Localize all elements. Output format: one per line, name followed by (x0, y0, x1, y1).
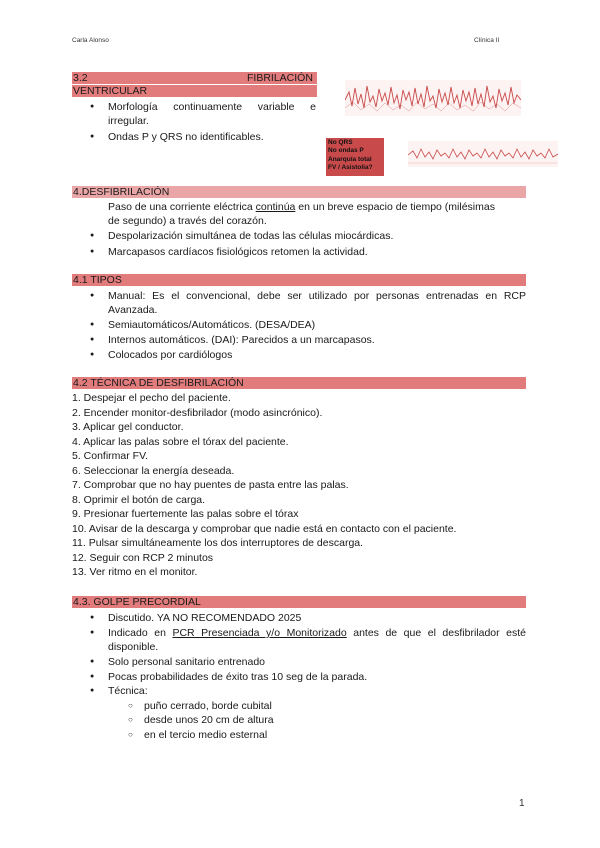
tecnica-step-3: 3. Aplicar gel conductor. (72, 421, 184, 433)
tecnica-step-5: 5. Confirmar FV. (72, 450, 149, 462)
desfib-bullet-2: Marcapasos cardíacos fisiológicos retomen la actividad. (108, 246, 368, 258)
fv-bullet-1-line2: irregular. (108, 115, 149, 127)
golpe-bullet-5: Técnica: (108, 685, 148, 697)
tecnica-step-7: 7. Comprobar que no hay puentes de pasta entre las palas. (72, 479, 349, 491)
tipos-bullet-2: Semiautomáticos/Automáticos. (DESA/DEA) (108, 319, 316, 331)
tipos-bullet-3: Internos automáticos. (DAI): Parecidos a un marcapasos. (108, 334, 375, 346)
page-number: 1 (519, 798, 525, 809)
bullet-glyph: ● (90, 133, 95, 140)
ecg-strip-asystole-image (408, 141, 558, 167)
bullet-glyph: ● (90, 232, 95, 239)
section-title-fv-word1: FIBRILACIÓN (247, 72, 313, 84)
bullet-glyph: ● (90, 658, 95, 665)
ecg-label-line-4: FV / Asistolia? (328, 163, 373, 171)
ecg-strip-fv-image (345, 80, 521, 116)
bullet-glyph: ● (90, 629, 95, 636)
section-title-tecnica: 4.2 TÉCNICA DE DESFIBRILACIÓN (73, 377, 244, 389)
tecnica-step-12: 12. Seguir con RCP 2 minutos (72, 551, 214, 564)
bullet-glyph: ● (90, 336, 95, 343)
golpe-bullet-4: Pocas probabilidades de éxito tras 10 seg de la parada. (108, 671, 368, 683)
section-title-golpe: 4.3. GOLPE PRECORDIAL (73, 596, 201, 608)
bullet-glyph: ● (90, 292, 95, 299)
tipos-bullet-4: Colocados por cardiólogos (108, 349, 233, 361)
desfib-intro-post: en un breve espacio de tiempo (milésimas (295, 201, 495, 213)
bullet-glyph: ● (90, 248, 95, 255)
tecnica-step-8: 8. Oprimir el botón de carga. (72, 493, 206, 506)
section-band-tipos (72, 274, 526, 286)
ecg-label-line-2: No ondas P (328, 147, 364, 155)
desfib-intro-line2: de segundo) a través del corazón. (108, 215, 267, 227)
section-title-tipos: 4.1 TIPOS (73, 274, 122, 286)
desfib-intro-pre: Paso de una corriente eléctrica (108, 201, 256, 213)
golpe-bullet-3: Solo personal sanitario entrenado (108, 656, 266, 668)
golpe-b2-underlined: PCR Presenciada y/o Monitorizado (172, 627, 347, 639)
golpe-sub-2: desde unos 20 cm de altura (144, 714, 274, 726)
golpe-bullet-2-line1 (108, 626, 526, 641)
sub-bullet-glyph: ○ (128, 730, 133, 739)
golpe-b2-post: antes de que el desfibrilador esté (346, 627, 527, 639)
section-title-fv-word2: VENTRICULAR (73, 85, 148, 97)
ecg-label-line-3: Anarquía total (328, 155, 372, 163)
golpe-bullet-1: Discutido. YA NO RECOMENDADO 2025 (108, 612, 302, 624)
sub-bullet-glyph: ○ (128, 715, 133, 724)
bullet-glyph: ● (90, 614, 95, 621)
golpe-sub-1: puño cerrado, borde cubital (144, 700, 272, 712)
tecnica-step-4: 4. Aplicar las palas sobre el tórax del paciente. (72, 435, 289, 448)
desfib-bullet-1: Despolarización simultánea de todas las células miocárdicas. (108, 230, 394, 242)
tecnica-step-13: 13. Ver ritmo en el monitor. (72, 566, 198, 578)
ecg-label-box (326, 138, 384, 176)
header-course: Clínica II (474, 37, 500, 44)
header-author: Carla Alonso (72, 37, 109, 44)
bullet-glyph: ● (90, 673, 95, 680)
fv-bullet-1-line1: Morfología continuamente variable e (108, 101, 316, 113)
golpe-sub-3: en el tercio medio esternal (144, 729, 268, 741)
desfib-intro-line1 (108, 200, 526, 215)
tecnica-step-11: 11. Pulsar simultáneamente los dos interruptores de descarga. (72, 537, 364, 549)
golpe-b2-pre: Indicado en (108, 627, 173, 639)
tecnica-step-2: 2. Encender monitor-desfibrilador (modo asincrónico). (72, 406, 323, 419)
tipos-bullet-1-line1: Manual: Es el convencional, debe ser utilizado por personas entrenadas en RCP (108, 290, 526, 302)
bullet-glyph: ● (90, 687, 95, 694)
tecnica-step-1: 1. Despejar el pecho del paciente. (72, 392, 231, 404)
bullet-glyph: ● (90, 321, 95, 328)
tecnica-step-10: 10. Avisar de la descarga y comprobar que nadie está en contacto con el paciente. (72, 522, 457, 535)
tecnica-step-6: 6. Seleccionar la energía deseada. (72, 464, 235, 477)
tipos-bullet-1-line2: Avanzada. (108, 304, 158, 316)
ecg-label-line-1: No QRS (328, 139, 353, 146)
bullet-glyph: ● (90, 103, 95, 110)
section-title-desfib: 4.DESFIBRILACIÓN (73, 186, 170, 198)
desfib-intro-underlined: continúa (255, 201, 296, 213)
bullet-glyph: ● (90, 351, 95, 358)
sub-bullet-glyph: ○ (128, 701, 133, 710)
tecnica-step-9: 9. Presionar fuertemente las palas sobre el tórax (72, 508, 299, 520)
fv-bullet-2: Ondas P y QRS no identificables. (108, 131, 264, 143)
golpe-bullet-2-line2: disponible. (108, 641, 159, 653)
section-title-fv-num: 3.2 (73, 72, 88, 84)
